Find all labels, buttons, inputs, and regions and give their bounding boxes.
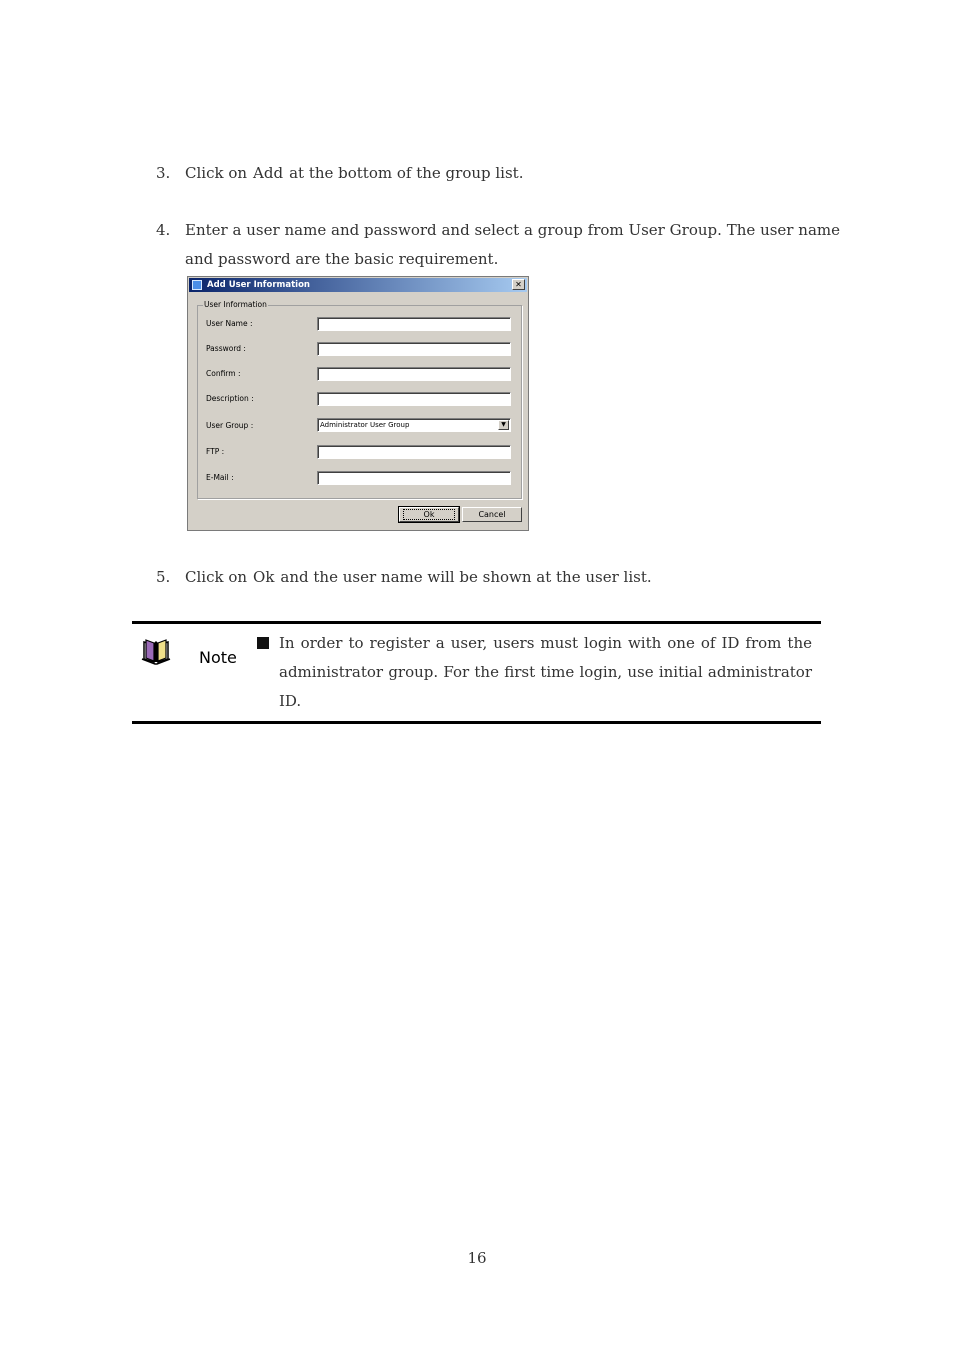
confirm-label: Confirm : [206,369,241,378]
step-text: Enter a user name and password and select a group from User Group. The user name and password are the basic requirement. [185,221,840,268]
note-top-rule [132,621,821,624]
step-text-after: at the bottom of the group list. [289,164,524,182]
user-group-label: User Group : [206,421,254,430]
confirm-input[interactable] [317,367,511,381]
email-label: E-Mail : [206,473,234,482]
password-input[interactable] [317,342,511,356]
step-text-before: Click on [185,164,248,182]
ftp-input[interactable] [317,445,511,459]
dialog-titlebar [189,278,527,292]
ok-button[interactable] [399,507,459,522]
user-name-input[interactable] [317,317,511,331]
add-user-dialog [187,276,529,531]
app-icon [192,280,202,290]
description-input[interactable] [317,392,511,406]
ok-button-label: Ok [403,509,456,520]
close-icon[interactable]: ✕ [512,279,525,290]
step-number: 5. [156,568,171,586]
cancel-button[interactable]: Cancel [462,507,522,522]
description-label: Description : [206,394,254,403]
email-input[interactable] [317,471,511,485]
user-information-group [197,300,522,499]
password-label: Password : [206,344,246,353]
step-text [185,159,523,188]
step-keyword: Ok [253,568,275,586]
step-text-after: and the user name will be shown at the user list. [280,568,652,586]
dialog-title: Add User Information [207,280,310,290]
step-text [185,563,652,592]
note-text: In order to register a user, users must login with one of ID from the administrator group. For the first time login, use initial administrator ID. [279,634,812,710]
user-group-select[interactable] [317,418,511,432]
user-name-label: User Name : [206,319,253,328]
page-number: 16 [467,1249,487,1267]
bullet-square-icon [257,637,269,649]
step-number: 3. [156,164,171,182]
chevron-down-icon[interactable]: ▼ [498,420,509,430]
note-label: Note [199,648,237,667]
group-title: User Information [204,300,267,309]
user-group-value: Administrator User Group [320,421,410,429]
ftp-label: FTP : [206,447,225,456]
note-bottom-rule [132,721,821,724]
book-icon [141,637,171,669]
step-number: 4. [156,221,171,239]
step-text-before: Click on [185,568,248,586]
step-keyword: Add [253,164,284,182]
